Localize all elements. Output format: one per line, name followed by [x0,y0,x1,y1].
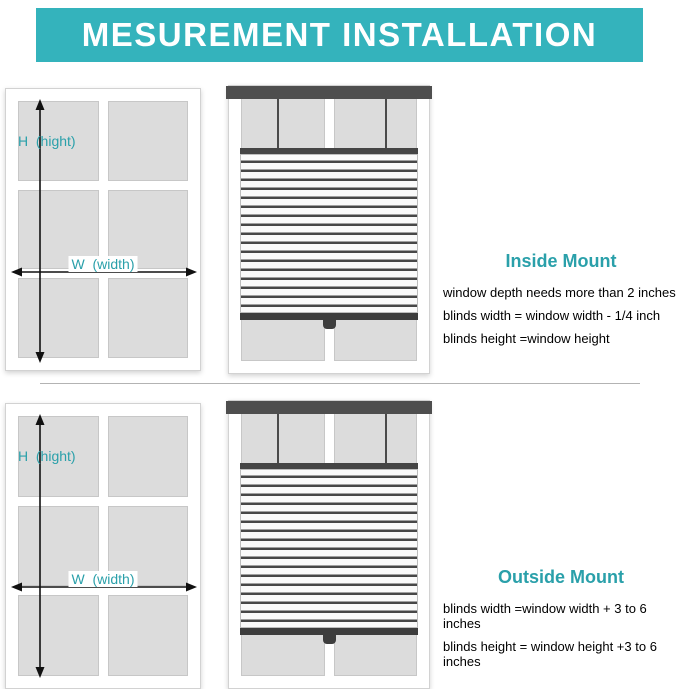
height-label: H (hight) [18,448,76,464]
window-pane [18,278,99,358]
blind-headrail [226,401,432,414]
inside-mount-info [443,251,679,354]
info-line: blinds width = window width - 1/4 inch [443,308,661,323]
height-label: H (hight) [18,133,76,149]
blind-headrail [226,86,432,99]
blind-pleats [240,469,418,628]
blind-cord [277,414,279,464]
inside-mount-title: Inside Mount [505,251,617,271]
blind-pull-tab [323,635,336,644]
info-line: blinds width =window width + 3 to 6 inches [443,601,647,631]
outside-mount-info [443,567,679,677]
blind-bottom-rail [240,628,418,635]
info-line: blinds height =window height [443,331,610,346]
blind-bottom-rail [240,313,418,320]
window-blinds-inside [228,85,430,374]
page-title: MESUREMENT INSTALLATION [81,16,598,53]
pleated-blind [240,463,418,644]
window-blinds-outside [228,400,430,689]
blind-cord [385,99,387,149]
width-label: W (width) [69,256,138,272]
section-divider [40,383,640,384]
width-label: W (width) [69,571,138,587]
info-line: window depth needs more than 2 inches [443,285,676,300]
blind-pleats [240,154,418,313]
window-measure-inside [5,88,201,371]
pleated-blind [240,148,418,329]
window-measure-outside [5,403,201,689]
blind-cord [277,99,279,149]
window-pane [108,416,189,497]
window-pane [108,595,189,676]
header-banner [36,8,643,62]
window-pane [108,278,189,358]
info-line: blinds height = window height +3 to 6 inches [443,639,657,669]
window-pane [18,595,99,676]
window-pane [108,101,189,181]
outside-mount-title: Outside Mount [498,567,624,587]
blind-cord [385,414,387,464]
blind-pull-tab [323,320,336,329]
